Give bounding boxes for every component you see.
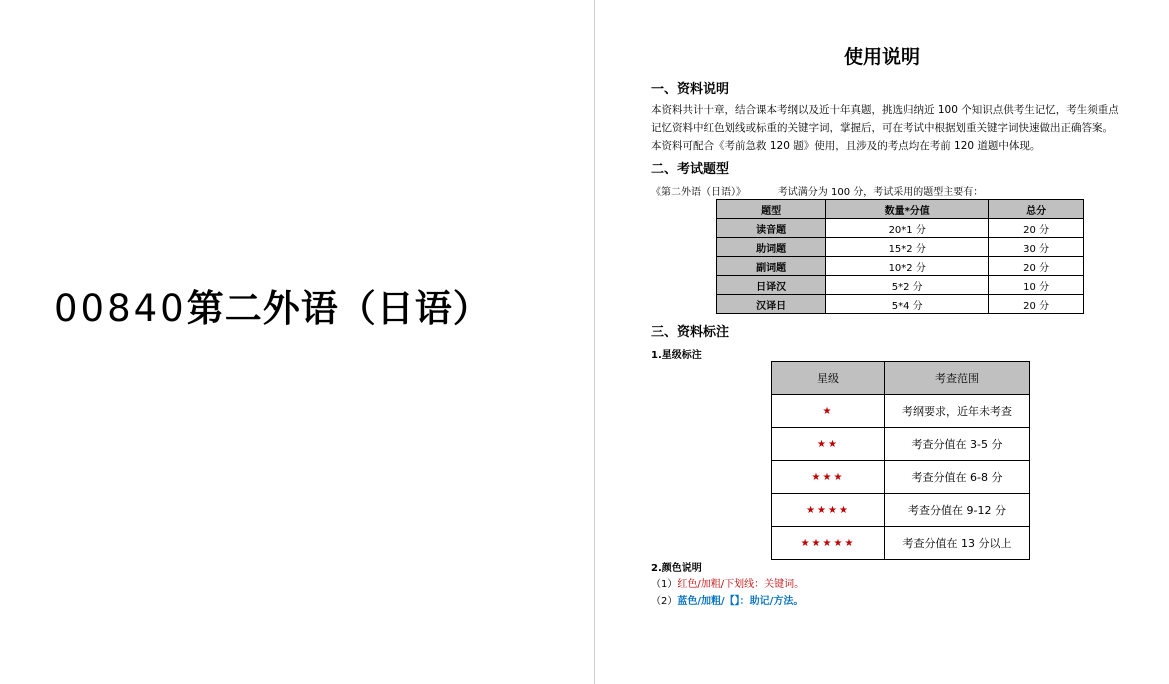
- star-rating: ★★★: [772, 461, 885, 494]
- table-cell: 考纲要求，近年未考查: [885, 395, 1030, 428]
- table-cell: 日译汉: [717, 276, 826, 295]
- table-cell: 考查分值在 13 分以上: [885, 527, 1030, 560]
- table-cell: 副词题: [717, 257, 826, 276]
- table-cell: 考查分值在 6-8 分: [885, 461, 1030, 494]
- table-cell: 15*2 分: [826, 238, 989, 257]
- table-cell: 20 分: [989, 219, 1084, 238]
- table-cell: 助词题: [717, 238, 826, 257]
- table-row: [772, 494, 1030, 527]
- table-cell: 读音题: [717, 219, 826, 238]
- star-rating-table: [771, 361, 1030, 560]
- table-header-row: [717, 200, 1084, 219]
- table-cell: 5*4 分: [826, 295, 989, 314]
- section2-heading: 二、考试题型: [651, 162, 730, 177]
- star-rating: ★: [772, 395, 885, 428]
- table-header-row: [772, 362, 1030, 395]
- table-cell: 考查分值在 3-5 分: [885, 428, 1030, 461]
- header-cell: 考查范围: [885, 362, 1030, 395]
- table-cell: 5*2 分: [826, 276, 989, 295]
- star-rating: ★★★★★: [772, 527, 885, 560]
- table-cell: 10*2 分: [826, 257, 989, 276]
- section1-line: 本资料可配合《考前急救 120 题》使用，且涉及的考点均在考前 120 道题中体现。: [651, 140, 1041, 152]
- table-cell: 20*1 分: [826, 219, 989, 238]
- header-cell: 题型: [717, 200, 826, 219]
- section1-heading: 一、资料说明: [651, 82, 730, 97]
- table-cell: 20 分: [989, 257, 1084, 276]
- course-name: 第二外语（日语）: [186, 287, 491, 330]
- legend-prefix: （1）: [651, 579, 678, 590]
- table-row: [717, 257, 1084, 276]
- course-code: 00840: [54, 287, 187, 330]
- table-cell: 考查分值在 9-12 分: [885, 494, 1030, 527]
- table-row: [717, 295, 1084, 314]
- section1-line: 记忆资料中红色划线或标重的关键字词，掌握后，可在考试中根据划重关键字词快速做出正确答案。: [651, 122, 1113, 134]
- doc-title: 使用说明: [843, 46, 920, 68]
- question-type-table: [716, 199, 1084, 314]
- table-cell: 30 分: [989, 238, 1084, 257]
- table-row: [717, 276, 1084, 295]
- section1-paragraph: [651, 101, 1156, 155]
- instructions-page: [595, 0, 1169, 684]
- table-row: [772, 428, 1030, 461]
- section1-line: 本资料共计十章，结合课本考纲以及近十年真题，挑选归纳近 100 个知识点供考生记忆，考生须重点: [651, 104, 1119, 116]
- exam-intro: 《第二外语（日语）》 考试满分为 100 分，考试采用的题型主要有：: [651, 187, 984, 198]
- color-legend-line: [651, 592, 803, 607]
- header-cell: 总分: [989, 200, 1084, 219]
- blue-legend-text: 蓝色/加粗/【】：助记/方法。: [677, 596, 804, 607]
- table-row: [717, 219, 1084, 238]
- legend-prefix: （2）: [651, 596, 678, 607]
- star-rating-subheading: 1.星级标注: [651, 350, 702, 361]
- table-row: [772, 527, 1030, 560]
- red-legend-text: 红色/加粗/下划线：关键词。: [677, 579, 805, 590]
- table-cell: 10 分: [989, 276, 1084, 295]
- table-row: [772, 395, 1030, 428]
- section3-heading: 三、资料标注: [651, 325, 730, 340]
- color-legend-subheading: 2.颜色说明: [651, 563, 702, 574]
- star-rating: ★★: [772, 428, 885, 461]
- header-cell: 数量*分值: [826, 200, 989, 219]
- header-cell: 星级: [772, 362, 885, 395]
- star-rating: ★★★★: [772, 494, 885, 527]
- table-row: [717, 238, 1084, 257]
- cover-title: [54, 278, 491, 332]
- table-row: [772, 461, 1030, 494]
- table-cell: 20 分: [989, 295, 1084, 314]
- table-cell: 汉译日: [717, 295, 826, 314]
- color-legend-line: [651, 575, 804, 590]
